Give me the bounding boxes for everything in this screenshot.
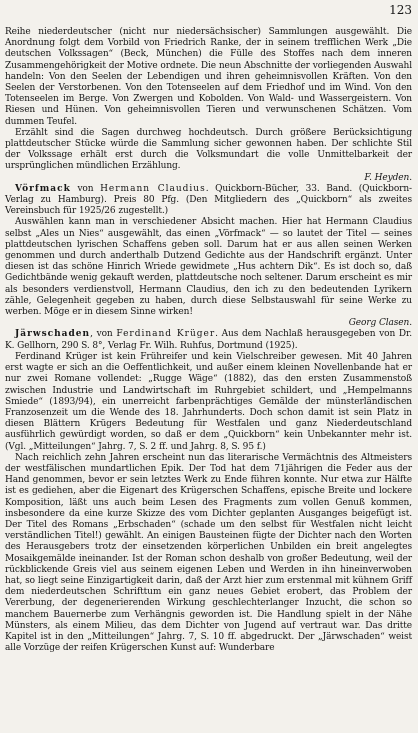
emphasized-text: Hermann Claudius	[100, 183, 206, 194]
emphasized-text: Ferdinand Krüger	[116, 329, 216, 340]
text-run: , von	[90, 329, 117, 340]
emphasized-text: Vörfmack	[15, 183, 71, 194]
paragraph	[5, 184, 412, 218]
paragraph	[5, 27, 412, 128]
signature: F. Heyden.	[364, 172, 412, 183]
text-run: von	[70, 183, 101, 194]
text-run: Erzählt sind die Sagen durchweg hochdeutsch. Durch größere Berücksichtigung plattdeutscher Stücke würde die Sammlung sicher gewonnen haben. Der schlichte Stil der Volkssage erhält erst durch die Volksmundart die volle Unmittelbarkeit der ursprünglichen mündlichen Erzählung.	[5, 127, 412, 172]
text-run: . Aus dem Nachlaß herausgegeben von Dr. K. Gellhorn, 290 S. 8°, Verlag Fr. Wilh. Ruhfus, Dortmund (1925).	[5, 329, 412, 351]
paragraph	[5, 352, 412, 453]
paragraph	[5, 217, 412, 318]
text-run: Auswählen kann man in verschiedener Absicht machen. Hier hat Hermann Claudius selbst „Ales un Nies“ ausgewählt, das einen „Vörfmack“ — so lautet der Titel — seines plattdeutschen lyrischen Schaffens geben soll. Darum hat er aus allen seinen Werken genommen und durch anderthalb Dutzend Gedichte aus der Handschrift ergänzt. Unter diesen ist das schöne Hinrich Wriede gewidmete „Hus achtern Dik“. Es ist doch so, daß Gedichtbände wenig gekauft werden, plattdeutsche noch seltener. Darum erscheint es mir als besonders verdienstvoll, Hermann Claudius, den ich zu den bedeutenden Lyrikern zähle, Gelegenheit gegeben zu haben, durch diese Selbstauswahl für seine Werke zu werben. Möge er in diesem Sinne wirken!	[5, 217, 412, 318]
body-text	[5, 27, 412, 654]
paragraph	[5, 453, 412, 655]
text-run: Reihe niederdeutscher (nicht nur niedersächsischer) Sammlungen ausgewählt. Die Anordnung folgt dem Vorbild von Friedrich Ranke, der in seinem trefflichen Werk „Die deutschen Volkssagen“ (Beck, München) die Fülle des Stoffes nach dem inneren Zusammengehörigkeit der Motive ordnete. Die neun Abschnitte der vorliegenden Auswahl handeln: Von den Seelen der Lebendigen und ihren geheimnisvollen Kräften. Von den Seelen der Verstorbenen. Von den Totenseelen auf dem Friedhof und im Wind. Von den Totenseelen im Berge. Von Zwergen und Kobolden. Von Wald- und Wassergeistern. Von Riesen und Hünen. Von geheimnisvollen Tieren und verwunschenen Schätzen. Vom dummen Teufel.	[5, 27, 412, 127]
text-run: Ferdinand Krüger ist kein Frühreifer und kein Vielschreiber gewesen. Mit 40 Jahren erst wagte er sich an die Oeffentlichkeit, und außer einem kleinen Novellenbande hat er nur zwei Romane vollendet: „Rugge Wäge“ (1882), das den ersten Zusammenstoß zwischen Industrie und Landwirtschaft im Ruhrgebiet schildert, und „Hempelmanns Smiede“ (1893/94), ein unerreicht farbenprächtiges Gemälde der münsterländischen Franzosenzeit um die Wende des 18. Jahrhunderts. Doch schon damit ist sein Platz in diesen Blättern Krügers Bedeutung für Westfalen und ganz Niederdeutschland ausführlich gewürdigt worden, so daß er dem „Quickborn“ kein Unbekannter mehr ist. (Vgl. „Mitteilungen“ Jahrg. 7, S. 2 ff. und Jahrg. 8, S. 95 f.)	[5, 351, 412, 452]
paragraph	[5, 128, 412, 173]
text-run: Nach reichlich zehn Jahren erscheint nun das literarische Vermächtnis des Altmeisters der westfälischen mundartlichen Epik. Der Tod hat dem 71jährigen die Feder aus der Hand genommen, bevor er sein letztes Werk zu Ende führen konnte. Nur etwa zur Hälfte ist es gediehen, aber die Eigenart des Krügerschen Schaffens, epische Breite und lockere Komposition, läßt uns auch beim Lesen des Fragments zum vollen Genuß kommen, insbesondere da eine kurze Skizze des vom Dichter geplanten Ausganges beigefügt ist. Der Titel des Romans „Erbschaden“ (schade um den selbst für Westfalen nicht leicht verständlichen Titel!) gewählt. An einigen Bausteinen fügte der Dichter nach den Worten des Herausgebers trotz der einsetzenden körperlichen Unbilden ein breit angelegtes Mosaikgemälde ineinander. Ist der Roman schon deshalb von großer Bedeutung, weil der rückblickende Greis viel aus seinem eigenen Leben und Werden in ihn hineinverwoben hat, so liegt seine Einzigartigkeit darin, daß der Arzt hier zum erstenmal mit kühnem Griff dem niederdeutschen Schrifttum ein ganz neues Gebiet erobert, das Problem der Vererbung, der degenerierenden Wirkung geschlechterlanger Inzucht, die schon so manchem Bauernerbe zum Verhängnis geworden ist. Die Handlung spielt in der Nähe Münsters, als einem Milieu, das dem Dichter von Jugend auf vertraut war. Das dritte Kapitel ist in den „Mitteilungen“ Jahrg. 7, S. 10 ff. abgedruckt. Der „Järwschaden“ weist alle Vorzüge der reifen Krügerschen Kunst auf: Wunderbare	[5, 452, 412, 654]
emphasized-text: Järwschaden	[15, 329, 91, 340]
page-number: 123	[389, 3, 412, 17]
text-run: . Quickborn-Bücher, 33. Band. (Quickborn-Verlag zu Hamburg). Preis 80 Pfg. (Den Mitgliedern des „Quickborn“ als zweites Vereinsbuch für 1925/26 zugestellt.)	[5, 183, 412, 217]
paragraph	[5, 329, 412, 351]
signature: Georg Clasen.	[348, 318, 412, 329]
